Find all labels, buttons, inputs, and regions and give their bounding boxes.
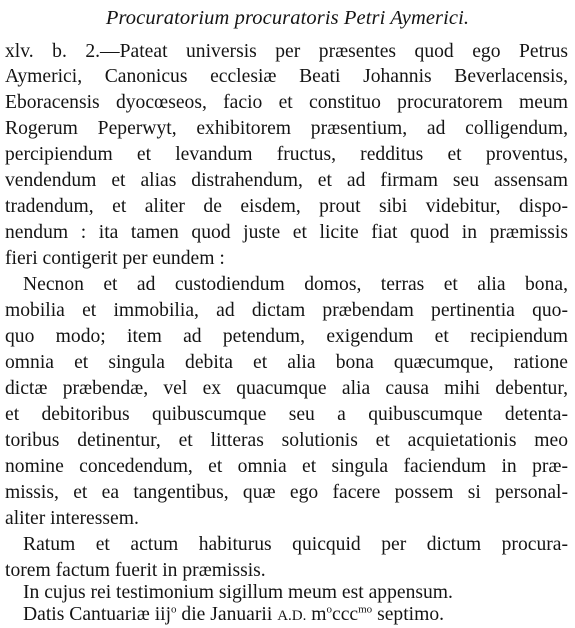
- text-line: nomine concedendum, et omnia et singula faciendum in præ-: [5, 456, 568, 477]
- text-line: In cujus rei testimonium sigillum meum est appensum.: [23, 582, 453, 603]
- text-line: Ratum et actum habiturus quicquid per dictum procura-: [23, 534, 568, 555]
- dating-suffix: septimo.: [372, 604, 445, 625]
- year-ccc-superscript: mo: [358, 603, 373, 616]
- text-line: missis, et ea tangentibus, quæ ego facere possem si personal-: [5, 482, 568, 503]
- text-line: mobilia et immobilia, ad dictam præbendam pertinentia quo-: [5, 300, 568, 321]
- year-m-superscript: o: [326, 603, 333, 616]
- text-line: et debitoribus quibuscumque seu a quibuscumque detenta-: [5, 404, 568, 425]
- dating-prefix: Datis Cantuariæ iij: [23, 604, 172, 625]
- text-line: percipiendum et levandum fructus, redditus et proventus,: [5, 144, 568, 165]
- text-line: omnia et singula debita et alia bona quæcumque, ratione: [5, 352, 568, 373]
- document-title: Procuratorium procuratoris Petri Aymerici.: [105, 7, 470, 29]
- text-line: aliter interessem.: [5, 508, 139, 529]
- text-line: torem factum fuerit in præmissis.: [5, 560, 266, 581]
- dating-middle: die Januarii: [176, 604, 278, 625]
- era-abbreviation: A.D.: [277, 608, 307, 624]
- text-line: Necnon et ad custodiendum domos, terras et alia bona,: [23, 274, 568, 295]
- day-ordinal-superscript: o: [171, 603, 177, 616]
- text-line: Eboracensis dyocœseos, facio et constituo procuratorem meum: [5, 92, 568, 113]
- year-ccc: ccc: [332, 604, 359, 625]
- text-line: vendendum et alias distrahendum, et ad firmam seu assensam: [5, 170, 568, 191]
- text-line: Aymerici, Canonicus ecclesiæ Beati Johannis Beverlacensis,: [5, 66, 568, 87]
- text-line: nendum : ita tamen quod juste et licite fiat quod in præmissis: [5, 222, 568, 243]
- text-line: fieri contigerit per eundem :: [5, 248, 225, 269]
- text-line: quo modo; item ad petendum, exigendum et recipiendum: [5, 326, 568, 347]
- year-m: m: [306, 604, 327, 625]
- text-line: dictæ præbendæ, vel ex quacumque alia causa mihi debentur,: [5, 378, 568, 399]
- text-line: tradendum, et aliter de eisdem, prout sibi videbitur, dispo-: [5, 196, 568, 217]
- dating-clause: [23, 603, 568, 628]
- text-line: Rogerum Peperwyt, exhibitorem præsentium, ad colligendum,: [5, 118, 568, 139]
- text-line: xlv. b. 2.—Pateat universis per præsentes quod ego Petrus: [5, 41, 568, 62]
- text-line: toribus detinentur, et litteras solutionis et acquietationis meo: [5, 430, 568, 451]
